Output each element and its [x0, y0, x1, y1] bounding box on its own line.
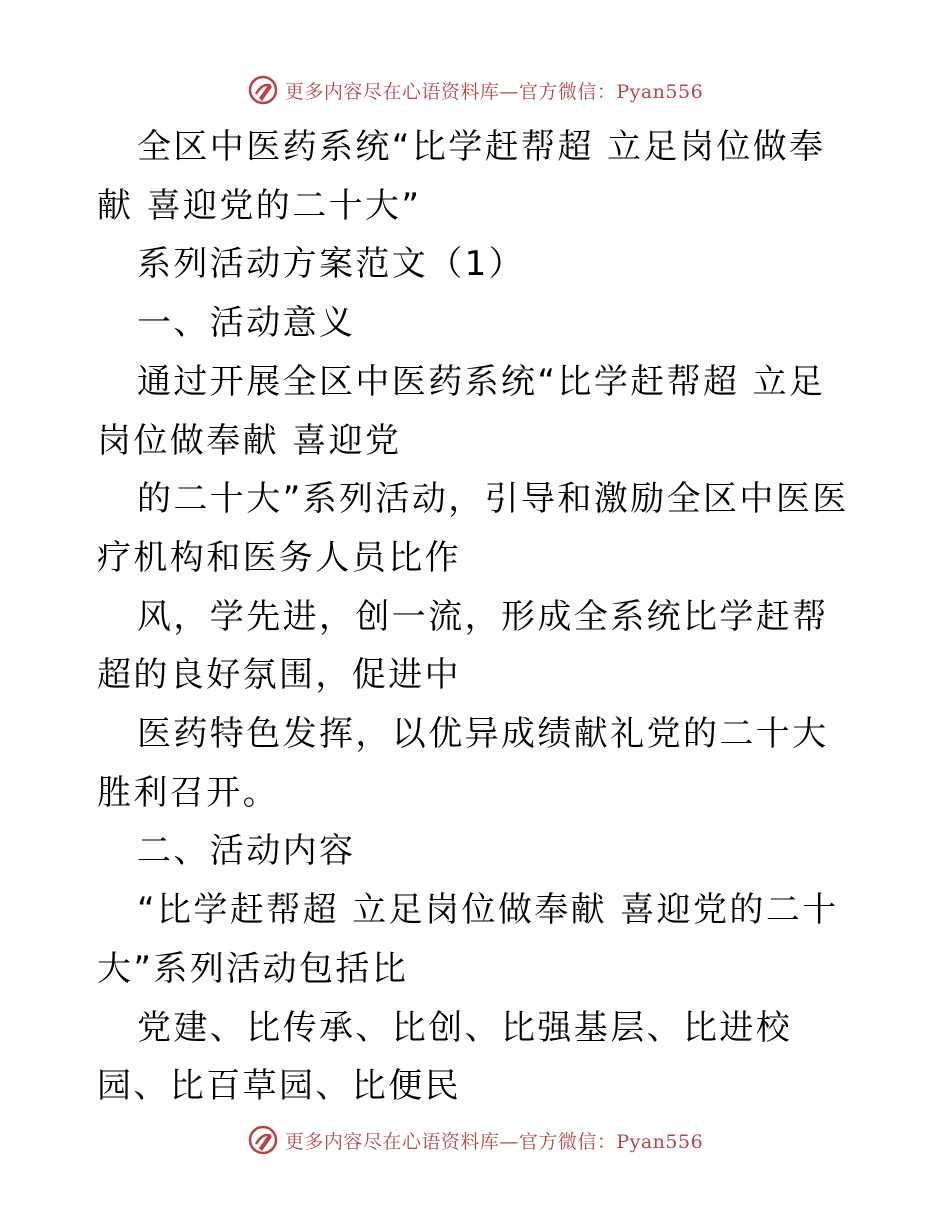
section-heading-2: 二、活动内容 [137, 831, 356, 872]
pen-logo-icon [247, 74, 279, 106]
pen-logo-icon [247, 1124, 279, 1156]
document-body [97, 118, 857, 1116]
section-heading-1: 一、活动意义 [137, 303, 356, 344]
title-line-2: 系列活动方案范文（1） [137, 244, 526, 285]
paragraph-4: 医药特色发挥，以优异成绩献礼党的二十大胜利召开。 [97, 714, 829, 813]
paragraph-3: 风，学先进，创一流，形成全系统比学赶帮超的良好氛围，促进中 [97, 596, 829, 696]
footer-watermark-banner [0, 1120, 950, 1160]
title-line-1: 全区中医药系统“比学赶帮超 立足岗位做奉献 喜迎党的二十大” [97, 127, 826, 226]
paragraph-6: 党建、比传承、比创、比强基层、比进校园、比百草园、比便民 [97, 1007, 793, 1107]
header-banner-text: 更多内容尽在心语资料库—官方微信：Pyan556 [284, 80, 704, 103]
paragraph-2: 的二十大”系列活动，引导和激励全区中医医疗机构和医务人员比作 [97, 479, 849, 578]
paragraph-5: “比学赶帮超 立足岗位做奉献 喜迎党的二十大”系列活动包括比 [97, 890, 839, 989]
footer-banner-text: 更多内容尽在心语资料库—官方微信：Pyan556 [284, 1130, 704, 1153]
header-watermark-banner [0, 70, 950, 110]
paragraph-1: 通过开展全区中医药系统“比学赶帮超 立足岗位做奉献 喜迎党 [97, 361, 826, 461]
